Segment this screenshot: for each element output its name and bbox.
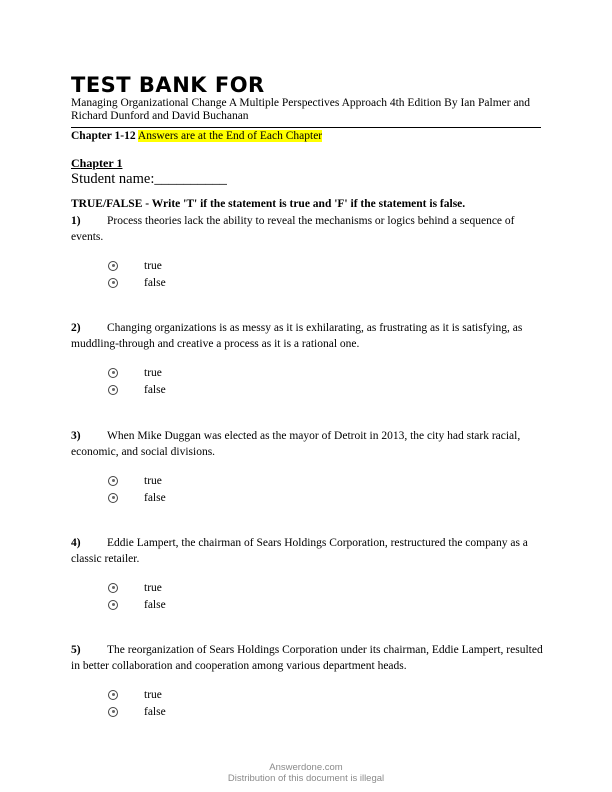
radio-button-icon[interactable]: [108, 385, 118, 395]
chapter-range-line: [71, 127, 541, 143]
option-false[interactable]: [108, 381, 543, 398]
student-name-field: Student name:__________: [71, 171, 227, 187]
question-4: [71, 535, 543, 613]
radio-button-icon[interactable]: [108, 707, 118, 717]
question-text: 2) Changing organizations is as messy as it is exhilarating, as frustrating as it is satisfying, as muddling-through and creative a process as it is a rational one.: [71, 322, 523, 350]
chapter-heading: Chapter 1: [71, 156, 123, 170]
question-text: 3) When Mike Duggan was elected as the mayor of Detroit in 2013, the city had stark racial, economic, and social divisions.: [71, 430, 521, 458]
question-1: [71, 213, 543, 291]
question-2: [71, 320, 543, 398]
option-label: false: [144, 276, 166, 289]
question-number: 4): [71, 537, 81, 549]
radio-button-icon[interactable]: [108, 493, 118, 503]
option-true[interactable]: [108, 579, 543, 596]
answer-options: [108, 257, 543, 291]
question-number: 2): [71, 322, 81, 334]
answers-note: Answers are at the End of Each Chapter: [137, 130, 323, 142]
book-subtitle: Managing Organizational Change A Multiple Perspectives Approach 4th Edition By Ian Palmer and Richard Dunford and David Buchanan: [71, 97, 531, 122]
option-true[interactable]: [108, 364, 543, 381]
question-number: 1): [71, 215, 81, 227]
option-label: false: [144, 491, 166, 504]
question-3: [71, 428, 543, 506]
radio-button-icon[interactable]: [108, 476, 118, 486]
option-false[interactable]: [108, 274, 543, 291]
option-label: false: [144, 383, 166, 396]
option-label: true: [144, 474, 162, 487]
answer-options: [108, 364, 543, 398]
radio-button-icon[interactable]: [108, 261, 118, 271]
option-label: true: [144, 581, 162, 594]
option-false[interactable]: [108, 596, 543, 613]
option-false[interactable]: [108, 489, 543, 506]
option-true[interactable]: [108, 472, 543, 489]
footer-site: Answerdone.com: [269, 762, 343, 773]
footer-notice: Distribution of this document is illegal: [227, 773, 385, 784]
instructions: TRUE/FALSE - Write 'T' if the statement is true and 'F' if the statement is false.: [71, 198, 466, 210]
question-5: [71, 642, 543, 720]
radio-button-icon[interactable]: [108, 600, 118, 610]
option-true[interactable]: [108, 257, 543, 274]
option-false[interactable]: [108, 703, 543, 720]
radio-button-icon[interactable]: [108, 690, 118, 700]
page-title: TEST BANK FOR: [71, 73, 265, 97]
radio-button-icon[interactable]: [108, 278, 118, 288]
option-label: true: [144, 366, 162, 379]
answer-options: [108, 686, 543, 720]
chapter-range: Chapter 1-12: [71, 130, 136, 142]
answer-options: [108, 472, 543, 506]
option-label: false: [144, 598, 166, 611]
radio-button-icon[interactable]: [108, 583, 118, 593]
option-label: true: [144, 688, 162, 701]
answer-options: [108, 579, 543, 613]
option-label: true: [144, 259, 162, 272]
option-label: false: [144, 705, 166, 718]
option-true[interactable]: [108, 686, 543, 703]
question-text: 5) The reorganization of Sears Holdings Corporation under its chairman, Eddie Lampert, resulted in better collaboration and cooperation among various department heads.: [71, 644, 543, 672]
question-text: 1) Process theories lack the ability to reveal the mechanisms or logics behind a sequence of events.: [71, 215, 515, 243]
question-text: 4) Eddie Lampert, the chairman of Sears Holdings Corporation, restructured the company as a classic retailer.: [71, 537, 528, 565]
radio-button-icon[interactable]: [108, 368, 118, 378]
question-number: 5): [71, 644, 81, 656]
question-number: 3): [71, 430, 81, 442]
